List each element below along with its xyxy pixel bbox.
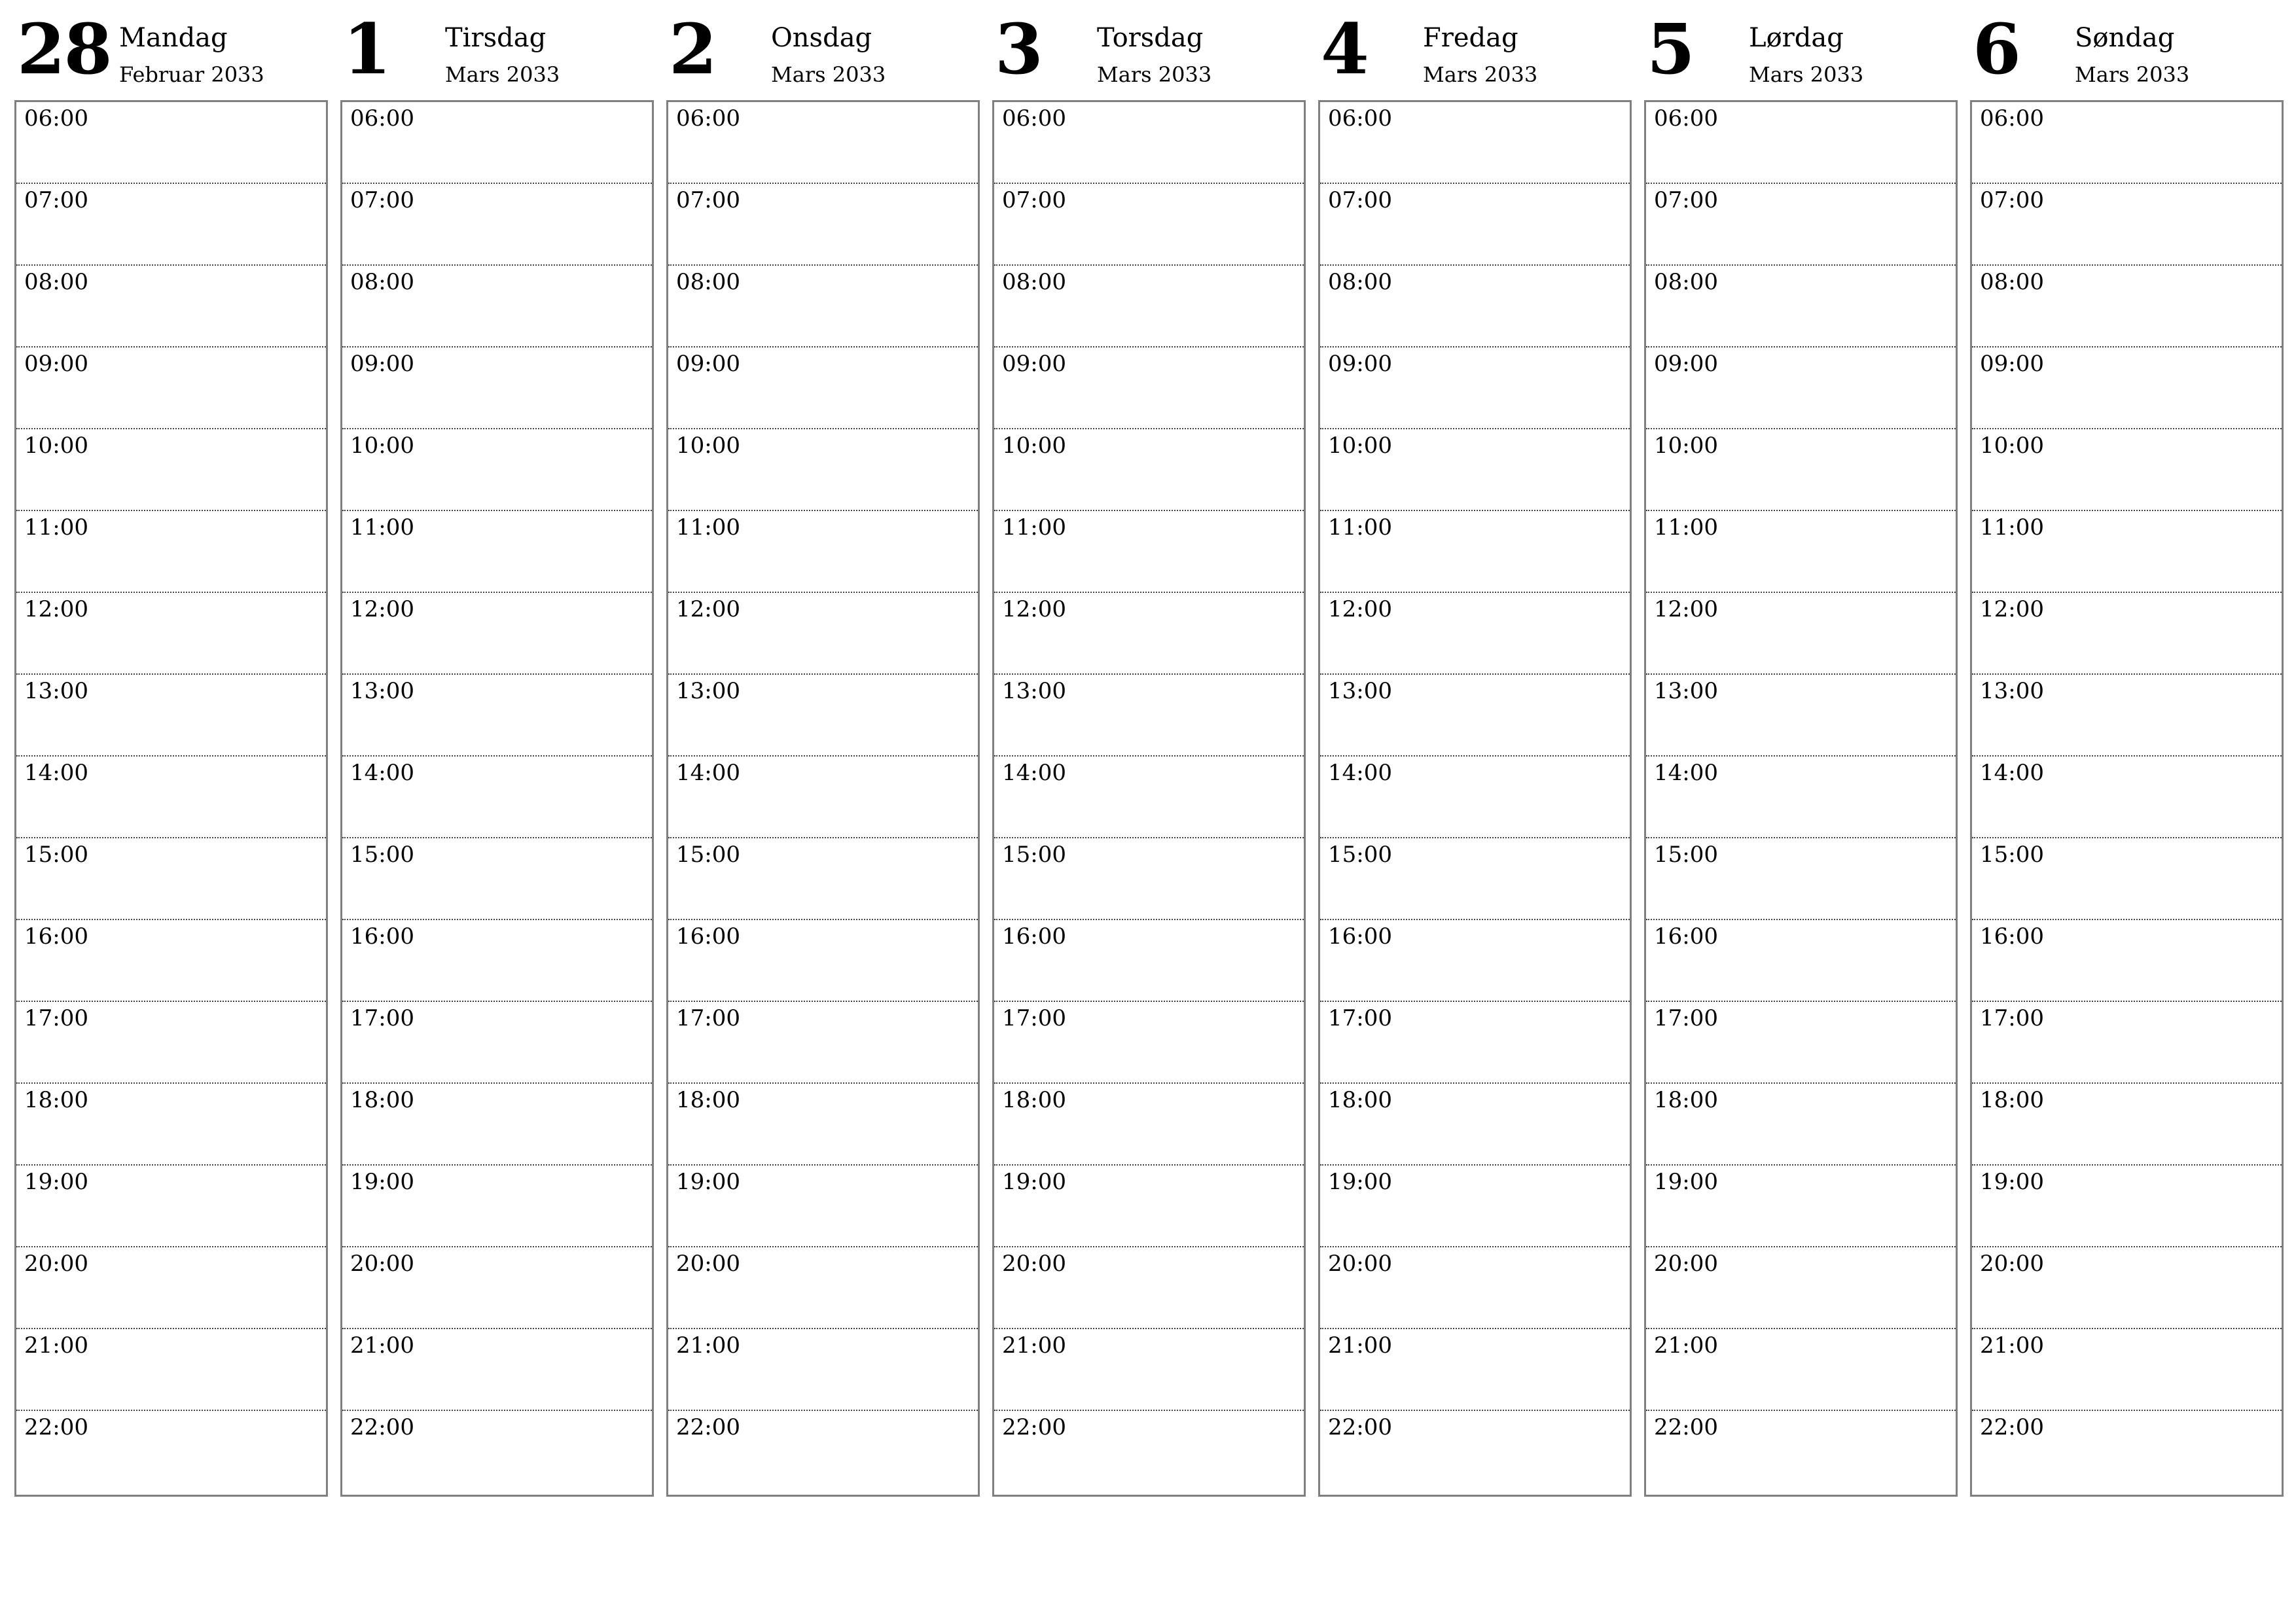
hour-label: 20:00	[1328, 1251, 1392, 1277]
hour-label: 12:00	[1980, 596, 2044, 622]
day-name: Søndag	[2075, 23, 2175, 53]
hour-label: 06:00	[676, 105, 740, 132]
hour-slot[interactable]	[668, 1166, 978, 1247]
day-schedule-box	[1644, 100, 1958, 1497]
hour-slot[interactable]	[1320, 429, 1630, 511]
hour-slot[interactable]	[1320, 1247, 1630, 1329]
hour-slot[interactable]	[1320, 1166, 1630, 1247]
hour-label: 17:00	[1654, 1005, 1718, 1031]
hour-slot[interactable]	[1320, 511, 1630, 593]
hour-label: 07:00	[676, 187, 740, 213]
hour-label: 16:00	[24, 923, 88, 950]
hour-slot[interactable]	[668, 1411, 978, 1495]
hour-slot[interactable]	[668, 102, 978, 184]
day-header	[1318, 0, 1630, 99]
hour-slot[interactable]	[16, 593, 326, 675]
hour-label: 17:00	[1980, 1005, 2044, 1031]
day-column-4	[1318, 0, 1630, 1499]
day-column-1	[340, 0, 653, 1499]
hour-label: 09:00	[24, 351, 88, 377]
day-column-3	[992, 0, 1304, 1499]
day-month: Mars 2033	[1097, 62, 1212, 87]
hour-slot[interactable]	[1972, 429, 2282, 511]
hour-label: 13:00	[350, 678, 414, 704]
hour-slot[interactable]	[1972, 838, 2282, 920]
day-name: Fredag	[1423, 23, 1518, 53]
hour-slot[interactable]	[668, 1002, 978, 1084]
hour-slot[interactable]	[1646, 838, 1956, 920]
hour-label: 06:00	[24, 105, 88, 132]
hour-label: 22:00	[24, 1414, 88, 1440]
hour-slot[interactable]	[342, 1166, 652, 1247]
hour-label: 11:00	[1002, 514, 1066, 541]
hour-label: 20:00	[24, 1251, 88, 1277]
hour-slot[interactable]	[1320, 675, 1630, 757]
hour-slot[interactable]	[1646, 1247, 1956, 1329]
hour-slot[interactable]	[342, 1411, 652, 1495]
hour-slot[interactable]	[994, 102, 1304, 184]
hour-slot[interactable]	[342, 675, 652, 757]
hour-label: 13:00	[24, 678, 88, 704]
hour-slot[interactable]	[994, 429, 1304, 511]
hour-slot[interactable]	[16, 1329, 326, 1411]
day-number: 2	[669, 8, 716, 90]
hour-slot[interactable]	[16, 1084, 326, 1166]
hour-label: 07:00	[350, 187, 414, 213]
day-number: 28	[17, 8, 111, 90]
hour-slot[interactable]	[1646, 920, 1956, 1002]
hour-slot[interactable]	[16, 184, 326, 266]
day-schedule-box	[992, 100, 1306, 1497]
hour-slot[interactable]	[1972, 511, 2282, 593]
hour-slot[interactable]	[342, 920, 652, 1002]
hour-slot[interactable]	[1646, 757, 1956, 838]
hour-label: 11:00	[676, 514, 740, 541]
hour-label: 22:00	[1328, 1414, 1392, 1440]
hour-slot[interactable]	[1972, 266, 2282, 348]
hour-label: 12:00	[350, 596, 414, 622]
hour-slot[interactable]	[1646, 593, 1956, 675]
hour-label: 13:00	[676, 678, 740, 704]
hour-slot[interactable]	[342, 1084, 652, 1166]
hour-slot[interactable]	[994, 838, 1304, 920]
hour-slot[interactable]	[342, 757, 652, 838]
hour-slot[interactable]	[668, 184, 978, 266]
hour-label: 07:00	[24, 187, 88, 213]
hour-slot[interactable]	[668, 266, 978, 348]
hour-slot[interactable]	[668, 429, 978, 511]
day-number: 1	[343, 8, 390, 90]
day-column-2	[666, 0, 978, 1499]
hour-label: 13:00	[1002, 678, 1066, 704]
hour-label: 22:00	[1980, 1414, 2044, 1440]
hour-slot[interactable]	[16, 920, 326, 1002]
day-month: Mars 2033	[445, 62, 560, 87]
hour-label: 10:00	[1328, 433, 1392, 459]
hour-label: 06:00	[1002, 105, 1066, 132]
hour-slot[interactable]	[1646, 266, 1956, 348]
hour-label: 17:00	[1002, 1005, 1066, 1031]
hour-label: 15:00	[1002, 842, 1066, 868]
hour-slot[interactable]	[1320, 838, 1630, 920]
hour-slot[interactable]	[342, 184, 652, 266]
hour-label: 08:00	[1654, 269, 1718, 295]
hour-label: 22:00	[1002, 1414, 1066, 1440]
hour-label: 21:00	[1654, 1332, 1718, 1359]
hour-label: 11:00	[24, 514, 88, 541]
hour-slot[interactable]	[1972, 1329, 2282, 1411]
hour-label: 08:00	[1328, 269, 1392, 295]
hour-label: 19:00	[1980, 1169, 2044, 1195]
hour-slot[interactable]	[16, 511, 326, 593]
hour-slot[interactable]	[342, 348, 652, 429]
hour-label: 21:00	[24, 1332, 88, 1359]
hour-label: 08:00	[1002, 269, 1066, 295]
hour-slot[interactable]	[16, 266, 326, 348]
day-header	[992, 0, 1304, 99]
day-name: Lørdag	[1749, 23, 1844, 53]
hour-slot[interactable]	[1320, 920, 1630, 1002]
hour-label: 11:00	[1980, 514, 2044, 541]
hour-label: 20:00	[350, 1251, 414, 1277]
hour-slot[interactable]	[16, 102, 326, 184]
hour-label: 09:00	[1328, 351, 1392, 377]
hour-slot[interactable]	[1646, 429, 1956, 511]
hour-slot[interactable]	[994, 757, 1304, 838]
hour-label: 22:00	[1654, 1414, 1718, 1440]
hour-label: 19:00	[24, 1169, 88, 1195]
hour-label: 07:00	[1654, 187, 1718, 213]
hour-slot[interactable]	[1646, 1166, 1956, 1247]
day-header	[14, 0, 327, 99]
hour-label: 21:00	[1980, 1332, 2044, 1359]
hour-label: 13:00	[1654, 678, 1718, 704]
hour-slot[interactable]	[994, 675, 1304, 757]
hour-slot[interactable]	[668, 593, 978, 675]
hour-slot[interactable]	[994, 511, 1304, 593]
hour-slot[interactable]	[16, 757, 326, 838]
hour-label: 13:00	[1328, 678, 1392, 704]
hour-slot[interactable]	[16, 1166, 326, 1247]
hour-slot[interactable]	[994, 348, 1304, 429]
hour-slot[interactable]	[1972, 675, 2282, 757]
hour-label: 15:00	[1654, 842, 1718, 868]
hour-label: 09:00	[1002, 351, 1066, 377]
hour-label: 18:00	[24, 1087, 88, 1113]
hour-label: 09:00	[1980, 351, 2044, 377]
hour-slot[interactable]	[994, 1084, 1304, 1166]
hour-slot[interactable]	[1972, 1002, 2282, 1084]
day-schedule-box	[666, 100, 980, 1497]
hour-label: 10:00	[676, 433, 740, 459]
hour-slot[interactable]	[342, 1329, 652, 1411]
hour-label: 12:00	[1328, 596, 1392, 622]
hour-label: 17:00	[676, 1005, 740, 1031]
hour-slot[interactable]	[1320, 1002, 1630, 1084]
hour-label: 19:00	[1328, 1169, 1392, 1195]
day-month: Februar 2033	[119, 62, 264, 87]
hour-slot[interactable]	[342, 511, 652, 593]
hour-label: 15:00	[1328, 842, 1392, 868]
day-column-6	[1970, 0, 2282, 1499]
hour-label: 14:00	[1328, 760, 1392, 786]
hour-label: 14:00	[350, 760, 414, 786]
hour-label: 10:00	[350, 433, 414, 459]
hour-label: 10:00	[24, 433, 88, 459]
hour-label: 12:00	[1002, 596, 1066, 622]
hour-slot[interactable]	[668, 1247, 978, 1329]
day-schedule-box	[1970, 100, 2284, 1497]
hour-slot[interactable]	[994, 1002, 1304, 1084]
hour-label: 16:00	[1328, 923, 1392, 950]
hour-slot[interactable]	[1320, 348, 1630, 429]
hour-label: 21:00	[1328, 1332, 1392, 1359]
hour-slot[interactable]	[1646, 511, 1956, 593]
hour-slot[interactable]	[16, 1411, 326, 1495]
hour-label: 12:00	[676, 596, 740, 622]
hour-label: 07:00	[1002, 187, 1066, 213]
hour-slot[interactable]	[1646, 348, 1956, 429]
day-schedule-box	[340, 100, 654, 1497]
hour-label: 19:00	[1002, 1169, 1066, 1195]
hour-label: 08:00	[1980, 269, 2044, 295]
hour-label: 13:00	[1980, 678, 2044, 704]
hour-label: 06:00	[1980, 105, 2044, 132]
hour-label: 18:00	[1002, 1087, 1066, 1113]
hour-label: 20:00	[1980, 1251, 2044, 1277]
hour-slot[interactable]	[342, 266, 652, 348]
hour-label: 20:00	[1654, 1251, 1718, 1277]
hour-slot[interactable]	[668, 1084, 978, 1166]
hour-label: 14:00	[24, 760, 88, 786]
hour-slot[interactable]	[668, 757, 978, 838]
hour-label: 19:00	[350, 1169, 414, 1195]
hour-slot[interactable]	[16, 429, 326, 511]
hour-label: 12:00	[1654, 596, 1718, 622]
day-number: 6	[1973, 8, 2020, 90]
hour-label: 09:00	[350, 351, 414, 377]
hour-label: 21:00	[676, 1332, 740, 1359]
day-name: Mandag	[119, 23, 228, 53]
hour-slot[interactable]	[1646, 1411, 1956, 1495]
day-schedule-box	[1318, 100, 1632, 1497]
hour-label: 21:00	[350, 1332, 414, 1359]
day-column-5	[1644, 0, 1956, 1499]
hour-label: 10:00	[1002, 433, 1066, 459]
hour-slot[interactable]	[994, 266, 1304, 348]
hour-slot[interactable]	[1646, 1329, 1956, 1411]
hour-label: 15:00	[350, 842, 414, 868]
hour-slot[interactable]	[668, 838, 978, 920]
hour-label: 15:00	[1980, 842, 2044, 868]
hour-label: 06:00	[350, 105, 414, 132]
day-header	[1644, 0, 1956, 99]
hour-slot[interactable]	[1972, 184, 2282, 266]
hour-label: 07:00	[1328, 187, 1392, 213]
hour-slot[interactable]	[1972, 102, 2282, 184]
hour-slot[interactable]	[994, 1411, 1304, 1495]
day-month: Mars 2033	[1423, 62, 1538, 87]
hour-label: 08:00	[350, 269, 414, 295]
hour-label: 06:00	[1328, 105, 1392, 132]
hour-label: 10:00	[1654, 433, 1718, 459]
hour-slot[interactable]	[342, 593, 652, 675]
hour-slot[interactable]	[16, 838, 326, 920]
hour-label: 15:00	[676, 842, 740, 868]
day-month: Mars 2033	[1749, 62, 1864, 87]
hour-label: 22:00	[350, 1414, 414, 1440]
hour-label: 16:00	[1002, 923, 1066, 950]
day-name: Onsdag	[771, 23, 872, 53]
hour-slot[interactable]	[1972, 348, 2282, 429]
hour-slot[interactable]	[1972, 1166, 2282, 1247]
hour-label: 16:00	[1980, 923, 2044, 950]
hour-label: 16:00	[1654, 923, 1718, 950]
hour-label: 14:00	[1002, 760, 1066, 786]
hour-slot[interactable]	[342, 1247, 652, 1329]
hour-slot[interactable]	[1320, 184, 1630, 266]
hour-slot[interactable]	[994, 1166, 1304, 1247]
hour-label: 17:00	[24, 1005, 88, 1031]
hour-slot[interactable]	[994, 593, 1304, 675]
hour-label: 18:00	[350, 1087, 414, 1113]
hour-slot[interactable]	[342, 1002, 652, 1084]
hour-slot[interactable]	[16, 675, 326, 757]
hour-slot[interactable]	[1320, 593, 1630, 675]
day-number: 3	[995, 8, 1042, 90]
day-name: Tirsdag	[445, 23, 547, 53]
hour-slot[interactable]	[1972, 920, 2282, 1002]
day-month: Mars 2033	[771, 62, 886, 87]
hour-label: 07:00	[1980, 187, 2044, 213]
hour-slot[interactable]	[994, 920, 1304, 1002]
hour-slot[interactable]	[16, 1247, 326, 1329]
hour-slot[interactable]	[994, 1247, 1304, 1329]
hour-label: 14:00	[1980, 760, 2044, 786]
hour-slot[interactable]	[16, 1002, 326, 1084]
hour-label: 15:00	[24, 842, 88, 868]
hour-slot[interactable]	[668, 348, 978, 429]
day-header	[340, 0, 653, 99]
hour-label: 08:00	[676, 269, 740, 295]
hour-slot[interactable]	[1972, 1411, 2282, 1495]
hour-slot[interactable]	[1320, 1084, 1630, 1166]
hour-label: 16:00	[350, 923, 414, 950]
hour-slot[interactable]	[342, 429, 652, 511]
hour-label: 17:00	[1328, 1005, 1392, 1031]
day-number: 4	[1321, 8, 1368, 90]
hour-label: 18:00	[1654, 1087, 1718, 1113]
hour-slot[interactable]	[16, 348, 326, 429]
day-header	[1970, 0, 2282, 99]
hour-label: 21:00	[1002, 1332, 1066, 1359]
hour-slot[interactable]	[1320, 1411, 1630, 1495]
hour-label: 11:00	[1654, 514, 1718, 541]
hour-slot[interactable]	[1646, 102, 1956, 184]
hour-slot[interactable]	[1320, 757, 1630, 838]
hour-slot[interactable]	[1972, 1084, 2282, 1166]
day-column-0	[14, 0, 327, 1499]
day-header	[666, 0, 978, 99]
hour-slot[interactable]	[1972, 757, 2282, 838]
hour-slot[interactable]	[994, 184, 1304, 266]
hour-slot[interactable]	[1646, 1084, 1956, 1166]
hour-label: 19:00	[676, 1169, 740, 1195]
hour-label: 20:00	[676, 1251, 740, 1277]
hour-label: 12:00	[24, 596, 88, 622]
hour-slot[interactable]	[342, 838, 652, 920]
hour-slot[interactable]	[668, 920, 978, 1002]
day-schedule-box	[14, 100, 328, 1497]
hour-slot[interactable]	[1972, 1247, 2282, 1329]
hour-label: 18:00	[676, 1087, 740, 1113]
hour-label: 08:00	[24, 269, 88, 295]
hour-label: 18:00	[1980, 1087, 2044, 1113]
hour-slot[interactable]	[1320, 1329, 1630, 1411]
hour-label: 22:00	[676, 1414, 740, 1440]
hour-slot[interactable]	[1972, 593, 2282, 675]
hour-label: 09:00	[676, 351, 740, 377]
hour-slot[interactable]	[668, 1329, 978, 1411]
hour-label: 11:00	[1328, 514, 1392, 541]
hour-label: 20:00	[1002, 1251, 1066, 1277]
hour-slot[interactable]	[668, 511, 978, 593]
hour-label: 17:00	[350, 1005, 414, 1031]
hour-slot[interactable]	[1320, 102, 1630, 184]
hour-slot[interactable]	[1646, 184, 1956, 266]
day-number: 5	[1647, 8, 1694, 90]
hour-label: 06:00	[1654, 105, 1718, 132]
hour-slot[interactable]	[342, 102, 652, 184]
hour-label: 19:00	[1654, 1169, 1718, 1195]
hour-slot[interactable]	[1320, 266, 1630, 348]
day-name: Torsdag	[1097, 23, 1204, 53]
hour-slot[interactable]	[1646, 1002, 1956, 1084]
hour-label: 10:00	[1980, 433, 2044, 459]
weekly-planner	[14, 0, 2284, 1505]
hour-label: 09:00	[1654, 351, 1718, 377]
hour-label: 11:00	[350, 514, 414, 541]
hour-label: 14:00	[1654, 760, 1718, 786]
day-month: Mars 2033	[2075, 62, 2190, 87]
hour-label: 14:00	[676, 760, 740, 786]
hour-slot[interactable]	[1646, 675, 1956, 757]
hour-label: 18:00	[1328, 1087, 1392, 1113]
hour-slot[interactable]	[994, 1329, 1304, 1411]
hour-slot[interactable]	[668, 675, 978, 757]
hour-label: 16:00	[676, 923, 740, 950]
